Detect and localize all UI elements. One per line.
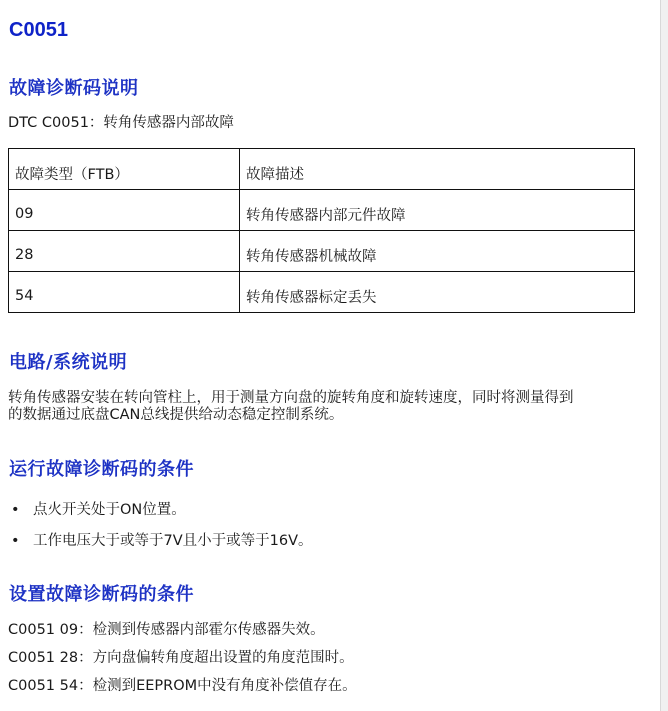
set-condition-item: C0051 09：检测到传感器内部霍尔传感器失效。 xyxy=(8,622,325,638)
dtc-description-heading: 故障诊断码说明 xyxy=(9,78,139,99)
page-title: C0051 xyxy=(9,19,68,41)
set-conditions-heading: 设置故障诊断码的条件 xyxy=(9,584,194,605)
table-header-row xyxy=(9,149,635,190)
table-cell-ftb: 54 xyxy=(9,272,240,313)
table-cell-description: 转角传感器机械故障 xyxy=(240,231,635,272)
circuit-description-line-2: 的数据通过底盘CAN总线提供给动态稳定控制系统。 xyxy=(8,407,344,423)
list-item-text: 工作电压大于或等于7V且小于或等于16V。 xyxy=(33,533,313,549)
table-cell-ftb: 09 xyxy=(9,190,240,231)
table-row xyxy=(9,231,635,272)
list-item xyxy=(11,498,186,519)
table-header-description: 故障描述 xyxy=(240,149,635,190)
table-row xyxy=(9,272,635,313)
scrollbar-track[interactable] xyxy=(660,0,668,711)
table-cell-description: 转角传感器标定丢失 xyxy=(240,272,635,313)
table-cell-ftb: 28 xyxy=(9,231,240,272)
table-cell-description: 转角传感器内部元件故障 xyxy=(240,190,635,231)
dtc-description-text: DTC C0051：转角传感器内部故障 xyxy=(8,115,234,131)
set-condition-item: C0051 28：方向盘偏转角度超出设置的角度范围时。 xyxy=(8,650,354,666)
table-row xyxy=(9,190,635,231)
circuit-description-line-1: 转角传感器安装在转向管柱上，用于测量方向盘的旋转角度和旋转速度，同时将测量得到 xyxy=(8,390,574,406)
ftb-table xyxy=(8,148,635,313)
set-condition-item: C0051 54：检测到EEPROM中没有角度补偿值存在。 xyxy=(8,678,357,694)
list-item-text: 点火开关处于ON位置。 xyxy=(33,502,186,518)
table-header-ftb: 故障类型（FTB） xyxy=(9,149,240,190)
run-conditions-heading: 运行故障诊断码的条件 xyxy=(9,459,194,480)
bullet-marker: • xyxy=(11,533,20,549)
bullet-marker: • xyxy=(11,502,20,518)
circuit-description-heading: 电路/系统说明 xyxy=(9,352,128,373)
list-item xyxy=(11,529,313,550)
